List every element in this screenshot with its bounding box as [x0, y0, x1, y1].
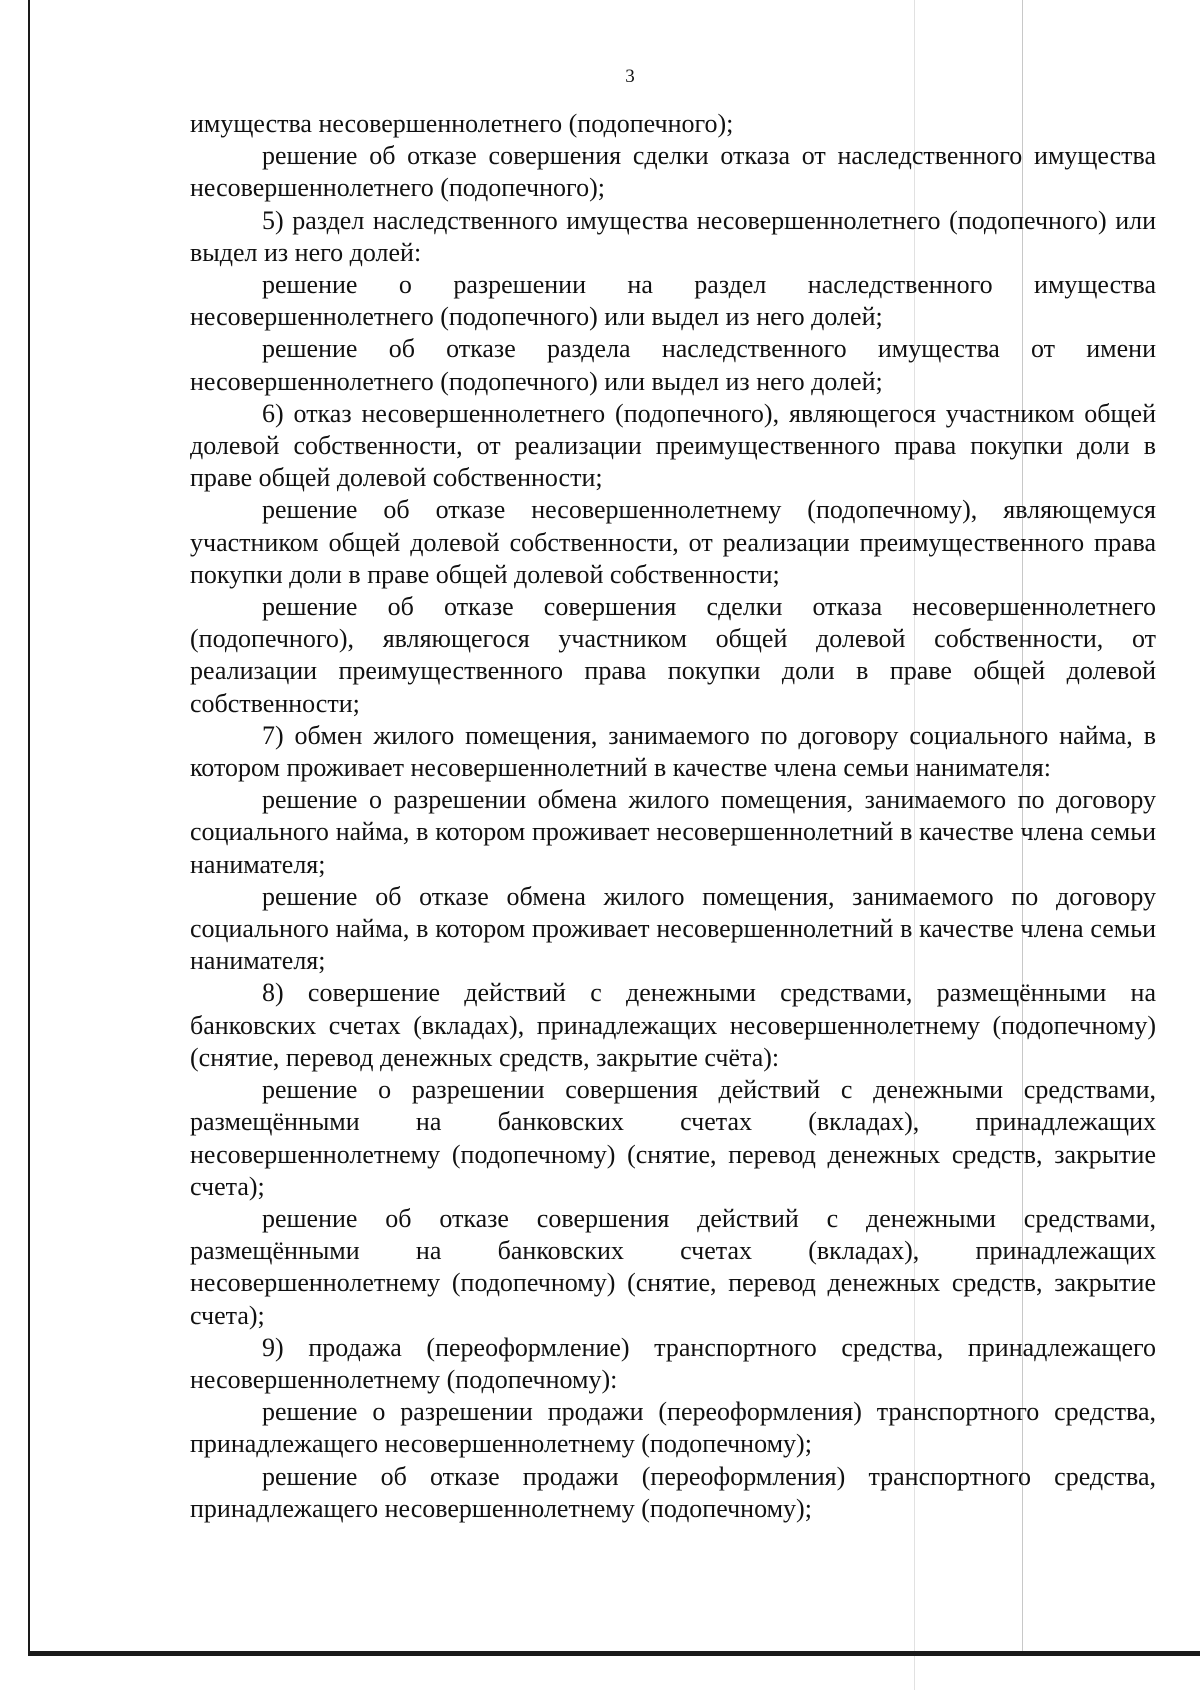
paragraph: решение о разрешении продажи (переоформления) транспортного средства, принадлежащего несовершеннолетнему (подопечному); [190, 1397, 1156, 1459]
paragraph: решение о разрешении совершения действий с денежными средствами, размещёнными на банковских счетах (вкладах), принадлежащих несовершеннолетнему (подопечному) (снятие, перевод денежных средств, закрытие счета); [190, 1075, 1156, 1201]
page-number: 3 [625, 66, 635, 87]
paragraph: 8) совершение действий с денежными средствами, размещёнными на банковских счетах (вкладах), принадлежащих несовершеннолетнему (подопечному) (снятие, перевод денежных средств, закрытие счёта): [190, 978, 1156, 1072]
scan-border-left [28, 0, 30, 1656]
paragraph: решение об отказе раздела наследственного имущества от имени несовершеннолетнего (подопечного) или выдел из него долей; [190, 334, 1156, 396]
paragraph: решение о разрешении обмена жилого помещения, занимаемого по договору социального найма, в котором проживает несовершеннолетний в качестве члена семьи нанимателя; [190, 785, 1156, 879]
paragraph: решение об отказе продажи (переоформления) транспортного средства, принадлежащего несовершеннолетнему (подопечному); [190, 1461, 1156, 1523]
scan-border-bottom [30, 1651, 1200, 1656]
paragraph: решение об отказе совершения сделки отказа несовершеннолетнего (подопечного), являющегося участником общей долевой собственности, от реализации преимущественного права покупки доли в праве общей долевой собственности; [190, 592, 1156, 718]
paragraph: имущества несовершеннолетнего (подопечного); [190, 109, 734, 138]
paragraph: 7) обмен жилого помещения, занимаемого по договору социального найма, в котором проживает несовершеннолетний в качестве члена семьи нанимателя: [190, 720, 1156, 783]
paragraph: решение об отказе несовершеннолетнему (подопечному), являющемуся участником общей долевой собственности, от реализации преимущественного права покупки доли в праве общей долевой собственности; [190, 495, 1156, 589]
document-body [190, 108, 1156, 1525]
paragraph: решение об отказе обмена жилого помещения, занимаемого по договору социального найма, в котором проживает несовершеннолетний в качестве члена семьи нанимателя; [190, 881, 1156, 976]
paragraph: 6) отказ несовершеннолетнего (подопечного), являющегося участником общей долевой собственности, от реализации преимущественного права покупки доли в праве общей долевой собственности; [190, 398, 1156, 493]
paragraph: 5) раздел наследственного имущества несовершеннолетнего (подопечного) или выдел из него долей: [190, 205, 1156, 267]
paragraph: решение о разрешении на раздел наследственного имущества несовершеннолетнего (подопечного) или выдел из него долей; [190, 270, 1156, 332]
paragraph: решение об отказе совершения сделки отказа от наследственного имущества несовершеннолетнего (подопечного); [190, 141, 1156, 203]
paragraph: 9) продажа (переоформление) транспортного средства, принадлежащего несовершеннолетнему (подопечному): [190, 1332, 1156, 1394]
paragraph: решение об отказе совершения действий с денежными средствами, размещёнными на банковских счетах (вкладах), принадлежащих несовершеннолетнему (подопечному) (снятие, перевод денежных средств, закрытие счета); [190, 1203, 1156, 1330]
